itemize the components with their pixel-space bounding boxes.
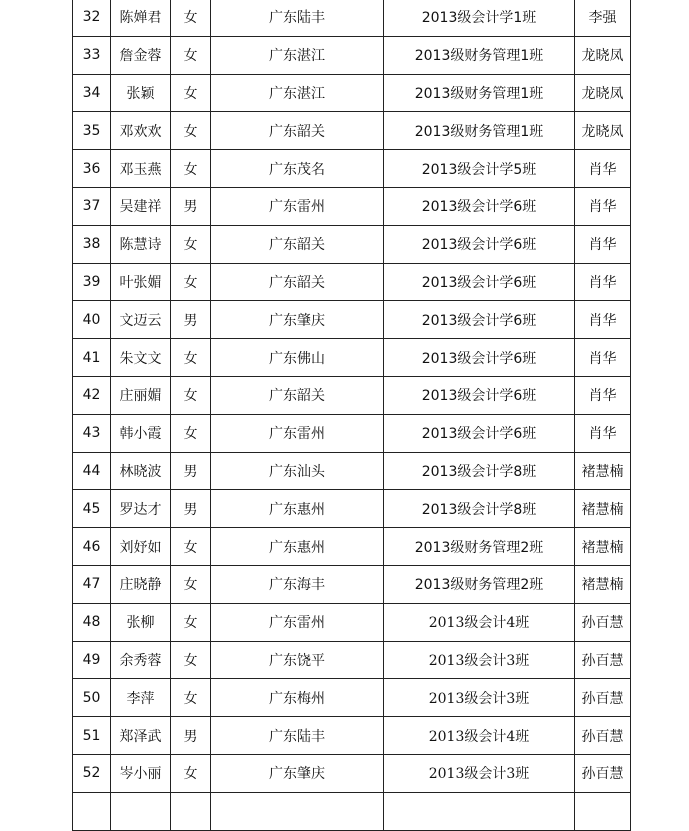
cell-origin: 广东肇庆 [211,301,384,339]
cell-no: 32 [73,0,111,36]
cell-name: 李萍 [111,679,171,717]
cell-no: 52 [73,754,111,792]
cell-class: 2013级会计3班 [384,679,575,717]
table-row [73,641,631,679]
cell-origin: 广东惠州 [211,528,384,566]
cell-sex: 女 [171,376,211,414]
table-row [73,452,631,490]
cell-sex: 女 [171,0,211,36]
cell-class: 2013级会计学1班 [384,0,575,36]
cell-class: 2013级会计学8班 [384,452,575,490]
cell-class: 2013级会计3班 [384,754,575,792]
cell-teacher: 龙晓凤 [575,36,631,74]
cell-name: 朱文文 [111,339,171,377]
cell-name: 庄丽媚 [111,376,171,414]
cell-no: 47 [73,565,111,603]
cell-class: 2013级财务管理2班 [384,565,575,603]
cell-origin [211,792,384,830]
cell-class: 2013级财务管理2班 [384,528,575,566]
cell-origin: 广东雷州 [211,603,384,641]
cell-teacher: 孙百慧 [575,679,631,717]
cell-name: 张柳 [111,603,171,641]
cell-origin: 广东韶关 [211,263,384,301]
table-row [73,414,631,452]
cell-teacher: 褚慧楠 [575,565,631,603]
cell-origin: 广东陆丰 [211,0,384,36]
cell-teacher: 肖华 [575,263,631,301]
cell-teacher: 肖华 [575,150,631,188]
cell-sex: 女 [171,112,211,150]
cell-teacher: 孙百慧 [575,603,631,641]
cell-teacher: 孙百慧 [575,754,631,792]
cell-teacher: 褚慧楠 [575,452,631,490]
table-row [73,339,631,377]
cell-sex: 男 [171,452,211,490]
cell-teacher: 褚慧楠 [575,528,631,566]
cell-origin: 广东肇庆 [211,754,384,792]
cell-no: 43 [73,414,111,452]
cell-no: 44 [73,452,111,490]
cell-sex: 女 [171,603,211,641]
cell-class: 2013级财务管理1班 [384,74,575,112]
cell-teacher: 李强 [575,0,631,36]
table-row [73,225,631,263]
cell-no: 38 [73,225,111,263]
cell-class: 2013级会计3班 [384,641,575,679]
cell-sex: 女 [171,414,211,452]
cell-sex: 男 [171,301,211,339]
cell-teacher: 肖华 [575,414,631,452]
cell-teacher: 肖华 [575,301,631,339]
cell-no: 34 [73,74,111,112]
cell-class: 2013级会计4班 [384,603,575,641]
table-row [73,74,631,112]
cell-teacher [575,792,631,830]
cell-name: 庄晓静 [111,565,171,603]
table-row [73,603,631,641]
cell-origin: 广东佛山 [211,339,384,377]
cell-teacher: 孙百慧 [575,641,631,679]
cell-teacher: 褚慧楠 [575,490,631,528]
cell-name: 岑小丽 [111,754,171,792]
table-row [73,565,631,603]
cell-teacher: 孙百慧 [575,717,631,755]
cell-no: 42 [73,376,111,414]
cell-class: 2013级会计学6班 [384,339,575,377]
cell-no: 33 [73,36,111,74]
cell-sex: 女 [171,339,211,377]
cell-name: 郑泽武 [111,717,171,755]
cell-origin: 广东韶关 [211,112,384,150]
table-row [73,187,631,225]
cell-class: 2013级会计学6班 [384,414,575,452]
cell-sex: 女 [171,679,211,717]
cell-origin: 广东梅州 [211,679,384,717]
cell-name [111,792,171,830]
cell-origin: 广东雷州 [211,414,384,452]
cell-class [384,792,575,830]
table-row [73,263,631,301]
cell-no: 48 [73,603,111,641]
table-row [73,301,631,339]
cell-origin: 广东饶平 [211,641,384,679]
cell-no: 39 [73,263,111,301]
cell-class: 2013级会计学8班 [384,490,575,528]
cell-class: 2013级会计学6班 [384,376,575,414]
cell-no: 51 [73,717,111,755]
table-row [73,528,631,566]
cell-class: 2013级会计学6班 [384,301,575,339]
cell-sex: 女 [171,263,211,301]
cell-name: 叶张媚 [111,263,171,301]
student-table [72,0,631,831]
cell-sex: 女 [171,225,211,263]
cell-no: 37 [73,187,111,225]
table-row [73,112,631,150]
cell-origin: 广东惠州 [211,490,384,528]
cell-class: 2013级财务管理1班 [384,112,575,150]
cell-sex: 女 [171,528,211,566]
cell-name: 韩小霞 [111,414,171,452]
cell-no: 40 [73,301,111,339]
cell-teacher: 肖华 [575,187,631,225]
cell-no: 45 [73,490,111,528]
cell-no: 41 [73,339,111,377]
table-row [73,679,631,717]
cell-class: 2013级会计学6班 [384,225,575,263]
cell-no: 49 [73,641,111,679]
cell-teacher: 龙晓凤 [575,112,631,150]
cell-name: 文迈云 [111,301,171,339]
cell-no: 36 [73,150,111,188]
cell-name: 余秀蓉 [111,641,171,679]
cell-teacher: 肖华 [575,376,631,414]
cell-sex: 女 [171,36,211,74]
cell-origin: 广东湛江 [211,36,384,74]
table-row [73,792,631,830]
cell-name: 张颖 [111,74,171,112]
cell-no: 50 [73,679,111,717]
cell-origin: 广东汕头 [211,452,384,490]
cell-name: 罗达才 [111,490,171,528]
cell-class: 2013级会计学6班 [384,263,575,301]
cell-no [73,792,111,830]
cell-name: 陈婵君 [111,0,171,36]
cell-sex: 女 [171,150,211,188]
cell-teacher: 肖华 [575,225,631,263]
cell-sex: 女 [171,754,211,792]
cell-sex: 男 [171,490,211,528]
cell-teacher: 龙晓凤 [575,74,631,112]
cell-origin: 广东雷州 [211,187,384,225]
cell-sex: 男 [171,717,211,755]
cell-sex: 女 [171,565,211,603]
table-row [73,36,631,74]
cell-sex: 女 [171,74,211,112]
cell-origin: 广东湛江 [211,74,384,112]
cell-origin: 广东韶关 [211,376,384,414]
cell-name: 邓欢欢 [111,112,171,150]
table-row [73,0,631,36]
cell-name: 林晓波 [111,452,171,490]
cell-name: 吴建祥 [111,187,171,225]
cell-teacher: 肖华 [575,339,631,377]
cell-class: 2013级会计4班 [384,717,575,755]
cell-origin: 广东陆丰 [211,717,384,755]
cell-name: 陈慧诗 [111,225,171,263]
cell-sex [171,792,211,830]
table-row [73,150,631,188]
cell-no: 46 [73,528,111,566]
cell-sex: 男 [171,187,211,225]
table-row [73,717,631,755]
cell-name: 邓玉燕 [111,150,171,188]
cell-sex: 女 [171,641,211,679]
cell-origin: 广东海丰 [211,565,384,603]
cell-origin: 广东韶关 [211,225,384,263]
cell-origin: 广东茂名 [211,150,384,188]
cell-name: 刘妤如 [111,528,171,566]
table-row [73,490,631,528]
cell-no: 35 [73,112,111,150]
cell-name: 詹金蓉 [111,36,171,74]
cell-class: 2013级会计学6班 [384,187,575,225]
table-row [73,376,631,414]
table-row [73,754,631,792]
table-body [73,0,631,830]
cell-class: 2013级财务管理1班 [384,36,575,74]
cell-class: 2013级会计学5班 [384,150,575,188]
